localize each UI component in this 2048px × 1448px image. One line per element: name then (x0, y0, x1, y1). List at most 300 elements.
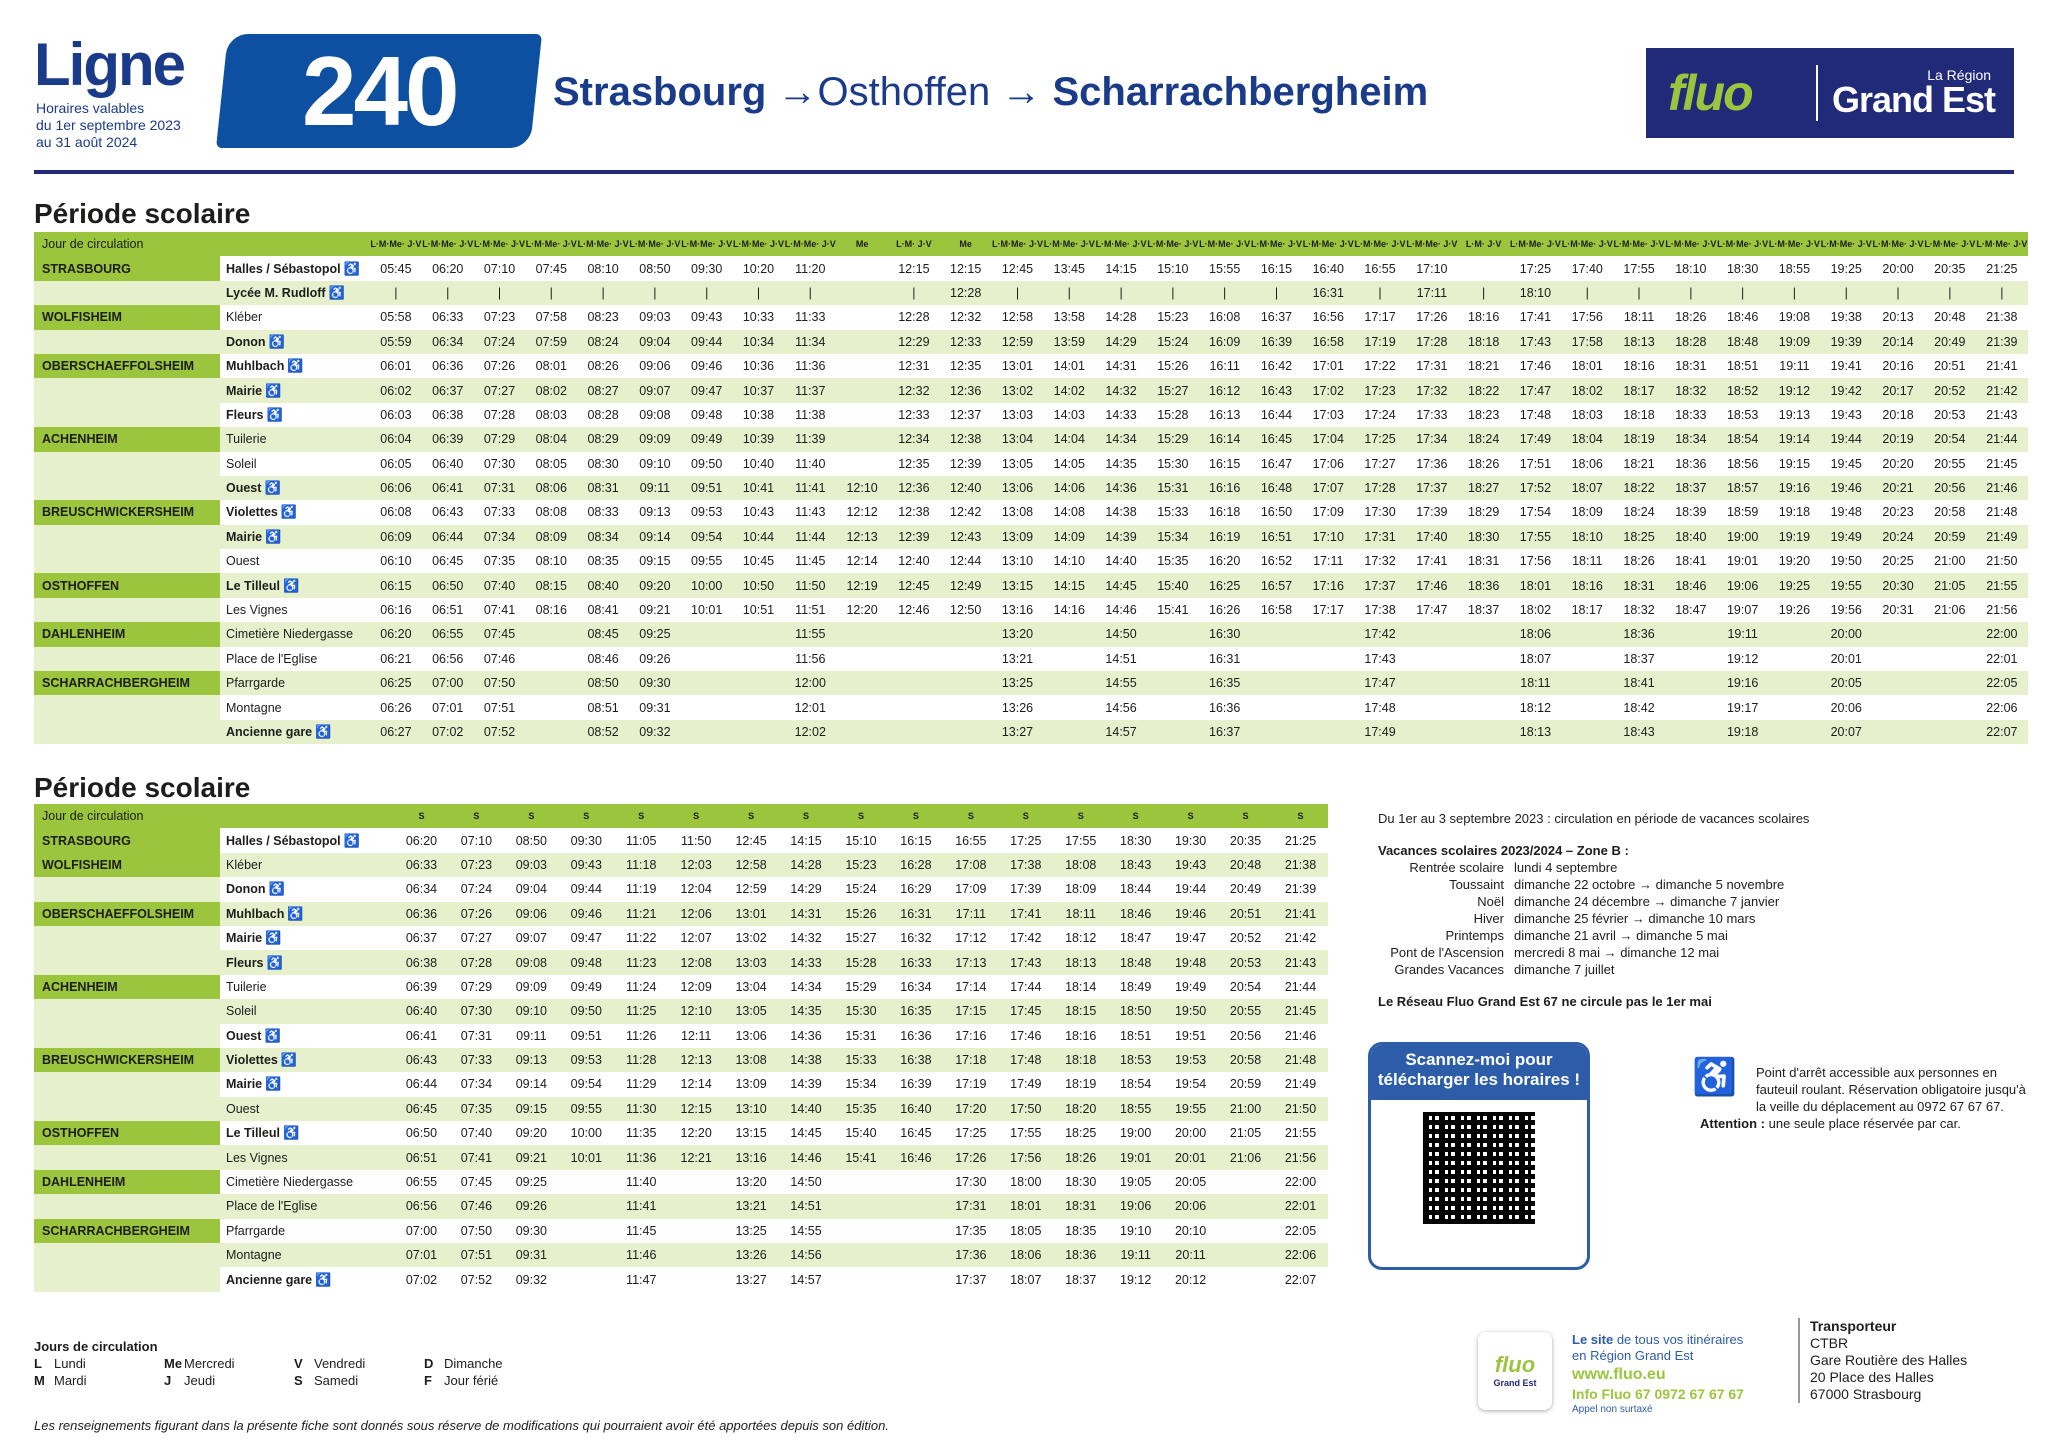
time-cell: 13:10 (1001, 554, 1034, 569)
time-cell: 16:50 (1260, 505, 1293, 520)
time-cell (1043, 695, 1095, 719)
time-cell: 16:31 (888, 902, 943, 926)
time-cell: 11:20 (795, 261, 826, 276)
time-cell: 16:43 (1251, 378, 1303, 402)
qr-panel[interactable] (1368, 1042, 1590, 1270)
table-row (34, 926, 1328, 950)
time-cell: 12:49 (940, 573, 992, 597)
stop-name (220, 720, 370, 744)
time-cell: | (1976, 281, 2028, 305)
time-cell: 16:51 (1251, 525, 1303, 549)
time-cell: 07:40 (474, 573, 526, 597)
day-header: L·M·Me· J·V (1924, 232, 1976, 256)
time-cell (1043, 671, 1095, 695)
time-cell: 18:36 (1458, 573, 1510, 597)
time-cell: 16:31 (1209, 651, 1241, 666)
time-cell: 09:50 (691, 456, 723, 471)
time-cell: 13:02 (992, 378, 1044, 402)
time-cell: 10:33 (742, 310, 775, 325)
day-header: L·M·Me· J·V (629, 232, 681, 256)
day-header: S (779, 804, 834, 828)
town-name: OBERSCHAEFFOLSHEIM (34, 902, 220, 926)
time-cell: 14:46 (779, 1145, 834, 1169)
time-cell: 10:41 (733, 476, 785, 500)
time-cell (559, 1243, 614, 1267)
table-row (34, 1243, 1328, 1267)
time-cell (1302, 671, 1354, 695)
time-cell: 08:02 (525, 378, 577, 402)
time-cell: | (888, 281, 940, 305)
time-cell: 14:51 (1105, 651, 1137, 666)
arrow-icon: → (1001, 70, 1042, 114)
time-cell: 17:39 (1010, 882, 1042, 897)
stop-label: Mairie (226, 529, 263, 544)
time-cell: 20:31 (1882, 603, 1914, 618)
time-cell: 14:03 (1053, 407, 1085, 422)
time-cell: 15:55 (1209, 261, 1241, 276)
time-cell: 12:13 (669, 1048, 724, 1072)
day-header: S (943, 804, 998, 828)
time-cell (836, 330, 888, 354)
time-cell: 21:43 (1273, 950, 1328, 974)
legend-code: V (294, 1356, 303, 1371)
time-cell: 19:01 (1108, 1145, 1163, 1169)
legend-day: Mercredi (184, 1356, 235, 1371)
time-cell: 19:05 (1120, 1175, 1152, 1190)
table-row (34, 1170, 1328, 1194)
time-cell: 13:20 (735, 1175, 767, 1190)
time-cell: 07:01 (394, 1243, 449, 1267)
time-cell: 09:09 (515, 979, 547, 994)
town-empty (34, 1072, 220, 1096)
time-cell: 09:55 (559, 1097, 614, 1121)
time-cell (1218, 1267, 1273, 1291)
time-cell (1872, 647, 1924, 671)
wheelchair-icon: ♿ (343, 260, 360, 276)
time-cell: 18:21 (1623, 456, 1655, 471)
wheelchair-icon: ♿ (315, 1271, 332, 1287)
time-cell: 18:11 (1623, 310, 1655, 325)
time-cell: 18:26 (1623, 554, 1655, 569)
time-cell: 18:30 (1120, 833, 1152, 848)
time-cell: 09:30 (691, 261, 723, 276)
table-row (34, 1194, 1328, 1218)
time-cell: 12:39 (888, 525, 940, 549)
qr-code-icon[interactable] (1423, 1112, 1535, 1224)
time-cell: 18:06 (1571, 456, 1603, 471)
time-cell: | (1251, 281, 1303, 305)
time-cell: 17:28 (1406, 330, 1458, 354)
time-cell: 18:12 (1519, 700, 1552, 715)
time-cell: 15:24 (845, 882, 877, 897)
time-cell: 08:06 (525, 476, 577, 500)
time-cell: 07:50 (474, 671, 526, 695)
time-cell: 19:55 (1163, 1097, 1218, 1121)
time-cell: 10:00 (681, 573, 733, 597)
time-cell: 09:46 (691, 359, 723, 374)
day-header: S (504, 804, 559, 828)
stop-label: Muhlbach (226, 359, 285, 374)
legend-day: Samedi (314, 1373, 359, 1388)
time-cell (1043, 720, 1095, 744)
time-cell (1302, 622, 1354, 646)
wheelchair-icon: ♿ (264, 1027, 281, 1043)
time-cell: 09:53 (559, 1048, 614, 1072)
time-cell: 09:49 (570, 979, 602, 994)
town-empty (34, 525, 220, 549)
time-cell: 18:37 (1065, 1272, 1097, 1287)
time-cell: 08:10 (587, 261, 619, 276)
time-cell: 08:31 (577, 476, 629, 500)
time-cell (1665, 647, 1717, 671)
stop-label: Montagne (226, 1248, 282, 1263)
time-cell: 06:25 (370, 671, 422, 695)
time-cell: 09:48 (559, 950, 614, 974)
time-cell: 06:55 (422, 622, 474, 646)
stop-label: Fleurs (226, 407, 264, 422)
stop-label: Kléber (226, 310, 263, 325)
time-cell: 08:45 (577, 622, 629, 646)
time-cell: 11:25 (614, 999, 669, 1023)
time-cell: 08:24 (577, 330, 629, 354)
stop-name (220, 647, 370, 671)
info-phone[interactable]: Info Fluo 67 0972 67 67 67 (1572, 1386, 1744, 1402)
vacances-row (1378, 876, 2018, 893)
time-cell: 15:26 (834, 902, 889, 926)
time-cell (669, 1170, 724, 1194)
transporteur-address (1810, 1335, 1967, 1403)
time-cell: 14:38 (779, 1048, 834, 1072)
time-cell: 19:49 (1820, 525, 1872, 549)
reseau-note: Le Réseau Fluo Grand Est 67 ne circule pas le 1er mai (1378, 994, 1712, 1009)
time-cell: 20:54 (1229, 979, 1262, 994)
time-cell: 14:56 (779, 1243, 834, 1267)
time-cell: 21:55 (1976, 573, 2028, 597)
time-cell: 09:30 (515, 1223, 547, 1238)
time-cell (836, 256, 888, 280)
transporteur-line: CTBR (1810, 1335, 1849, 1351)
time-cell (888, 1267, 943, 1291)
time-cell: 10:34 (733, 330, 785, 354)
time-cell: 19:18 (1778, 505, 1811, 520)
site-bold: Le site (1572, 1332, 1614, 1347)
day-header: L·M·Me· J·V (1406, 232, 1458, 256)
stop-label: Ouest (226, 1028, 262, 1043)
town-empty (34, 1267, 220, 1291)
vacances-row (1378, 893, 2018, 910)
time-cell: 15:40 (1147, 573, 1199, 597)
time-cell: 14:40 (779, 1097, 834, 1121)
town-name: SCHARRACHBERGHEIM (34, 671, 220, 695)
time-cell: 18:51 (1726, 359, 1759, 374)
time-cell: 12:58 (724, 853, 779, 877)
wheelchair-icon: ♿ (1692, 1056, 1737, 1097)
time-cell (888, 1170, 943, 1194)
table-row (34, 256, 2028, 280)
time-cell: 18:20 (1053, 1097, 1108, 1121)
time-cell: 09:53 (691, 505, 723, 520)
time-cell: 07:59 (525, 330, 577, 354)
time-cell: 19:38 (1830, 310, 1862, 325)
time-cell: 11:47 (626, 1272, 657, 1287)
time-cell: 16:34 (900, 979, 932, 994)
time-cell: 16:55 (955, 833, 987, 848)
site-url-link[interactable]: www.fluo.eu (1572, 1366, 1666, 1383)
time-cell: 15:29 (1147, 427, 1199, 451)
vacances-period: Grandes Vacances (1394, 962, 1504, 977)
time-cell: 09:47 (570, 931, 602, 946)
time-cell: 18:03 (1571, 407, 1603, 422)
time-cell: 07:27 (474, 378, 526, 402)
time-cell (1924, 695, 1976, 719)
time-cell (888, 671, 940, 695)
time-cell: 21:49 (1976, 525, 2028, 549)
day-header: L·M·Me· J·V (474, 232, 526, 256)
day-header: L·M·Me· J·V (1251, 232, 1303, 256)
time-cell: 07:51 (483, 700, 516, 715)
time-cell: 16:39 (900, 1077, 932, 1092)
day-header: L·M· J·V (1458, 232, 1510, 256)
time-cell: | (1354, 281, 1406, 305)
time-cell: 14:05 (1053, 456, 1085, 471)
time-cell: 20:35 (1934, 261, 1966, 276)
time-cell: 20:24 (1872, 525, 1924, 549)
time-cell (940, 695, 992, 719)
time-cell: 16:15 (1260, 261, 1293, 276)
time-cell: 11:40 (626, 1175, 657, 1190)
time-cell: 14:45 (790, 1126, 822, 1141)
time-cell: 08:35 (587, 554, 619, 569)
time-cell: 12:45 (1001, 261, 1034, 276)
time-cell: 07:31 (460, 1028, 493, 1043)
time-cell: 12:50 (950, 603, 982, 618)
time-cell: 18:36 (1053, 1243, 1108, 1267)
time-cell: 18:06 (998, 1243, 1053, 1267)
time-cell: 18:11 (1572, 554, 1603, 569)
time-cell: | (422, 281, 474, 305)
table-row (34, 1145, 1328, 1169)
time-cell: 21:41 (1986, 359, 2018, 374)
time-cell: 12:36 (888, 476, 940, 500)
time-cell: 13:06 (992, 476, 1044, 500)
time-cell: 12:01 (794, 700, 826, 715)
wheelchair-icon: ♿ (265, 382, 282, 398)
time-cell: 12:13 (836, 525, 888, 549)
table-row (34, 281, 2028, 305)
legend-day: Dimanche (444, 1356, 503, 1371)
time-cell: 11:29 (626, 1077, 657, 1092)
time-cell: 09:15 (639, 554, 671, 569)
time-cell: 20:59 (1924, 525, 1976, 549)
stop-label: Pfarrgarde (226, 676, 286, 691)
time-cell: | (1613, 281, 1665, 305)
day-header: L·M·Me· J·V (525, 232, 577, 256)
time-cell: 18:25 (1613, 525, 1665, 549)
time-cell: | (629, 281, 681, 305)
legend-day: Vendredi (314, 1356, 366, 1371)
time-cell: 20:01 (1163, 1145, 1218, 1169)
time-cell: 12:42 (950, 505, 982, 520)
table-row (34, 695, 2028, 719)
line-label: Ligne (34, 31, 184, 98)
time-cell: 17:25 (1519, 261, 1552, 276)
vacances-period: Pont de l'Ascension (1390, 945, 1504, 960)
time-cell: 20:48 (1934, 310, 1966, 325)
stop-name (220, 452, 370, 476)
time-cell: 07:41 (483, 603, 516, 618)
time-cell: 19:51 (1174, 1028, 1207, 1043)
time-cell (1458, 256, 1510, 280)
time-cell: 18:17 (1613, 378, 1665, 402)
time-cell: 17:25 (1354, 427, 1406, 451)
fluo-logo: fluo (1668, 65, 1752, 121)
time-cell: 19:20 (1778, 554, 1811, 569)
time-cell (525, 647, 577, 671)
time-cell (836, 647, 888, 671)
time-cell: 16:52 (1260, 554, 1293, 569)
fluo-small-logo (1478, 1332, 1552, 1410)
time-cell: 12:02 (784, 720, 836, 744)
time-cell: 18:11 (1510, 671, 1562, 695)
time-cell: 12:32 (950, 310, 982, 325)
vacances-period: Hiver (1473, 911, 1504, 926)
time-cell: 21:49 (1284, 1077, 1317, 1092)
stop-label: Les Vignes (226, 603, 288, 618)
time-cell: 12:40 (940, 476, 992, 500)
time-cell (525, 695, 577, 719)
time-cell: 15:41 (834, 1145, 889, 1169)
time-cell: 07:45 (460, 1175, 493, 1190)
time-cell (1924, 720, 1976, 744)
time-cell: 22:01 (1273, 1194, 1328, 1218)
time-cell: 10:44 (733, 525, 785, 549)
time-cell: 21:06 (1934, 603, 1966, 618)
town-name: WOLFISHEIM (34, 853, 220, 877)
time-cell: 17:43 (1510, 330, 1562, 354)
time-cell: 15:24 (1147, 330, 1199, 354)
time-cell: 07:45 (474, 622, 526, 646)
time-cell: 18:55 (1108, 1097, 1163, 1121)
time-cell: 12:06 (669, 902, 724, 926)
time-cell: 14:33 (779, 950, 834, 974)
time-cell: 09:48 (691, 407, 723, 422)
time-cell: 06:44 (422, 525, 474, 549)
time-cell: 11:45 (795, 554, 826, 569)
time-cell: 07:41 (449, 1145, 504, 1169)
time-cell: 19:08 (1778, 310, 1811, 325)
table-row (34, 1097, 1328, 1121)
vacances-dates: dimanche 25 février → dimanche 10 mars (1514, 911, 1756, 926)
time-cell: | (992, 281, 1044, 305)
time-cell (1872, 720, 1924, 744)
time-cell: 17:26 (943, 1145, 998, 1169)
legend-day: Lundi (54, 1356, 86, 1371)
vacances-period: Noël (1477, 894, 1504, 909)
time-cell: 18:22 (1613, 476, 1665, 500)
time-cell (1302, 720, 1354, 744)
time-cell: 09:26 (639, 651, 671, 666)
time-cell: 20:59 (1229, 1077, 1262, 1092)
time-cell (681, 720, 733, 744)
stop-name (220, 354, 370, 378)
time-cell: 12:35 (950, 359, 982, 374)
arrow-icon: → (777, 70, 818, 114)
time-cell: 17:02 (1302, 378, 1354, 402)
day-header: S (669, 804, 724, 828)
time-cell: 17:49 (1354, 720, 1406, 744)
time-cell: 06:37 (405, 931, 438, 946)
time-cell: 19:11 (1779, 359, 1810, 374)
stop-name (220, 573, 370, 597)
legend-code: M (34, 1373, 45, 1388)
legend (34, 1338, 554, 1389)
time-cell: 08:40 (577, 573, 629, 597)
time-cell: 12:37 (950, 407, 982, 422)
time-cell: 13:20 (992, 622, 1044, 646)
time-cell: 18:28 (1665, 330, 1717, 354)
time-cell: 19:50 (1163, 999, 1218, 1023)
time-cell: 20:14 (1872, 330, 1924, 354)
day-header: L·M·Me· J·V (1717, 232, 1769, 256)
table-row (34, 403, 2028, 427)
time-cell: 07:30 (449, 999, 504, 1023)
time-cell (733, 720, 785, 744)
wheelchair-icon: ♿ (268, 333, 285, 349)
time-cell: 17:36 (1416, 456, 1448, 471)
time-cell: 06:20 (370, 622, 422, 646)
table-row (34, 828, 1328, 852)
time-cell (836, 695, 888, 719)
time-cell: 17:07 (1302, 476, 1354, 500)
time-cell: 19:48 (1163, 950, 1218, 974)
time-cell: 17:38 (998, 853, 1053, 877)
time-cell: 09:14 (515, 1077, 547, 1092)
time-cell: 12:15 (898, 261, 930, 276)
route-via: Osthoffen (817, 70, 991, 114)
time-cell (525, 622, 577, 646)
time-cell: 17:32 (1406, 378, 1458, 402)
time-cell: 20:21 (1872, 476, 1924, 500)
time-cell: 17:32 (1364, 554, 1396, 569)
time-cell: 09:50 (559, 999, 614, 1023)
legend-grid (34, 1355, 554, 1389)
time-cell: 18:35 (1065, 1223, 1097, 1238)
time-cell: 18:50 (1108, 999, 1163, 1023)
time-cell: 16:29 (900, 882, 932, 897)
time-cell (1458, 720, 1510, 744)
table-row (34, 549, 2028, 573)
time-cell (1561, 671, 1613, 695)
stop-label: Halles / Sébastopol (226, 261, 341, 276)
time-cell: 17:14 (955, 979, 987, 994)
stop-label: Kléber (226, 857, 263, 872)
time-cell: 17:10 (1302, 525, 1354, 549)
time-cell (1561, 647, 1613, 671)
time-cell: 18:40 (1665, 525, 1717, 549)
time-cell: 06:56 (394, 1194, 449, 1218)
time-cell: 11:22 (626, 931, 657, 946)
stop-name (220, 598, 370, 622)
time-cell: 11:18 (614, 853, 669, 877)
time-cell: | (784, 281, 836, 305)
time-cell (1769, 671, 1821, 695)
time-cell: 14:56 (1105, 700, 1137, 715)
stop-name (220, 525, 370, 549)
time-cell: 18:01 (998, 1194, 1053, 1218)
time-cell (1872, 695, 1924, 719)
time-cell (1872, 671, 1924, 695)
time-cell (888, 622, 940, 646)
